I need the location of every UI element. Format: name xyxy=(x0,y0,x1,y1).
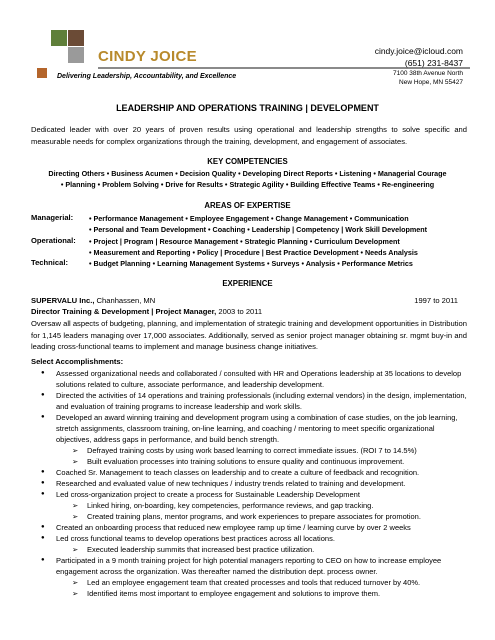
accomplishments-heading: Select Accomplishments: xyxy=(31,357,124,366)
accomplishment-text: Executed leadership summits that increased best practice utilization. xyxy=(87,545,315,554)
accomplishment-text: Developed an award winning training and development program using a combination of case studies, on the job learning, stretch assignments, classroom training, on-line learning, and coaching / mentoring to meet specific organizational objectives, address gaps in performance, and build bench strength. xyxy=(56,413,458,444)
accomplishment-item xyxy=(31,555,471,577)
accomplishment-subitem xyxy=(31,456,471,467)
bullet-icon: ● xyxy=(41,370,45,376)
accomplishment-text: Led cross functional teams to develop operations best practices across all locations. xyxy=(56,534,335,543)
bullet-icon: ● xyxy=(41,535,45,541)
logo-block-green xyxy=(51,30,67,46)
bullet-icon: ● xyxy=(41,524,45,530)
email-text[interactable]: cindy.joice@icloud.com xyxy=(374,46,463,56)
bullet-icon: ● xyxy=(41,491,45,497)
contact-block xyxy=(375,45,463,87)
role-dates: 2003 to 2011 xyxy=(216,307,263,316)
accomplishment-text: Led cross-organization project to create a process for Sustainable Leadership Development xyxy=(56,490,360,499)
role-title: Director Training & Development | Project Manager, xyxy=(31,307,217,316)
logo-block-brown xyxy=(68,30,84,46)
company-name: SUPERVALU Inc., xyxy=(31,296,95,305)
resume-title: LEADERSHIP AND OPERATIONS TRAINING | DEVELOPMENT xyxy=(116,103,379,113)
accomplishment-item xyxy=(31,467,471,478)
experience-heading: EXPERIENCE xyxy=(222,279,273,288)
accomplishment-text: Built evaluation processes into training solutions to ensure quality and continuous improvement. xyxy=(87,457,405,466)
operational-line-1: • Project | Program | Resource Management • Strategic Planning • Curriculum Development xyxy=(89,237,400,246)
arrow-bullet-icon: ➢ xyxy=(72,446,79,455)
competencies-line-2: • Planning • Problem Solving • Drive for Results • Strategic Agility • Building Effective Teams • Re-engineering xyxy=(60,180,435,189)
arrow-bullet-icon: ➢ xyxy=(72,578,79,587)
operational-label: Operational: xyxy=(31,236,76,245)
accomplishment-text: Linked hiring, on-boarding, key competencies, performance reviews, and gap tracking. xyxy=(87,501,374,510)
accomplishment-subitem xyxy=(31,500,471,511)
company-line xyxy=(31,296,155,305)
expertise-heading: AREAS OF EXPERTISE xyxy=(204,201,291,210)
logo-block-gray xyxy=(68,47,84,63)
bullet-icon: ● xyxy=(41,392,45,398)
accomplishment-text: Led an employee engagement team that created processes and tools that reduced turnover by 40%. xyxy=(87,578,421,587)
arrow-bullet-icon: ➢ xyxy=(72,512,79,521)
accomplishment-text: Identified items most important to employee engagement and solutions to improve them. xyxy=(87,589,381,598)
technical-line-1: • Budget Planning • Learning Management Systems • Surveys • Analysis • Performance Metrics xyxy=(89,259,413,268)
arrow-bullet-icon: ➢ xyxy=(72,545,79,554)
arrow-bullet-icon: ➢ xyxy=(72,457,79,466)
accomplishments-list xyxy=(31,368,471,599)
bullet-icon: ● xyxy=(41,414,45,420)
accomplishment-item xyxy=(31,489,471,500)
arrow-bullet-icon: ➢ xyxy=(72,501,79,510)
accomplishment-item xyxy=(31,412,471,445)
accomplishment-item xyxy=(31,478,471,489)
accomplishment-text: Created training plans, mentor programs, and work experiences to prepare associates for promotion. xyxy=(87,512,421,521)
accomplishment-text: Defrayed training costs by using work based learning to correct immediate issues. (ROI 7 to 14.5%) xyxy=(87,446,417,455)
company-location: Chanhassen, MN xyxy=(94,296,156,305)
arrow-bullet-icon: ➢ xyxy=(72,589,79,598)
accomplishment-subitem xyxy=(31,588,471,599)
accomplishment-subitem xyxy=(31,511,471,522)
technical-label: Technical: xyxy=(31,258,68,267)
managerial-line-2: • Personal and Team Development • Coaching • Leadership | Competency | Work Skill Development xyxy=(89,225,428,234)
accomplishment-text: Assessed organizational needs and collaborated / consulted with HR and Operations leadership at 35 locations to develop solutions related to culture, associate performance, and leadership development. xyxy=(56,369,462,389)
accomplishment-item xyxy=(31,390,471,412)
accomplishment-item xyxy=(31,368,471,390)
company-dates: 1997 to 2011 xyxy=(414,296,458,305)
bullet-icon: ● xyxy=(41,557,45,563)
accomplishment-subitem xyxy=(31,577,471,588)
accomplishment-text: Participated in a 9 month training project for high potential managers reporting to CEO on how to increase employee engagement across the organization. Was thereafter named the distribution dept. process owner. xyxy=(56,556,442,576)
accomplishment-item xyxy=(31,522,471,533)
accomplishment-text: Created an onboarding process that reduced new employee ramp up time / learning curve by over 2 weeks xyxy=(56,523,411,532)
bullet-icon: ● xyxy=(41,480,45,486)
role-line xyxy=(31,307,262,316)
accomplishment-text: Directed the activities of 14 operations and training professionals (including external vendors) in the design, implementation, and evaluation of training programs to increase leadership and work skills. xyxy=(56,391,467,411)
competencies-line-1: Directing Others • Business Acumen • Decision Quality • Developing Direct Reports • Listening • Managerial Courage xyxy=(48,169,447,178)
summary-paragraph: Dedicated leader with over 20 years of proven results using operational and leadership strengths to solve specific and measurable needs for complex organizations through the training, development, and engagement of associates. xyxy=(31,125,467,146)
address-line-2: New Hope, MN 55427 xyxy=(399,79,463,86)
managerial-label: Managerial: xyxy=(31,213,74,222)
tagline: Delivering Leadership, Accountability, and Excellence xyxy=(57,73,237,80)
accomplishment-text: Coached Sr. Management to teach classes on leadership and to create a culture of feedback and recognition. xyxy=(56,468,420,477)
role-description: Oversaw all aspects of budgeting, planning, and implementation of strategic training and development opportunities in Distribution for 1,145 leaders managing over 17,000 associates. Additionally, served as senior project manager obtaining sr. mgmt buy-in and leading cross-functional teams to implement and manage business change initiatives. xyxy=(31,319,467,351)
logo-block-orange xyxy=(37,68,47,78)
operational-line-2: • Measurement and Reporting • Policy | Procedure | Best Practice Development • Needs Analysis xyxy=(89,248,418,257)
managerial-line-1: • Performance Management • Employee Engagement • Change Management • Communication xyxy=(89,214,409,223)
address-line-1: 7100 38th Avenue North xyxy=(393,70,463,77)
phone-text: (651) 231-8437 xyxy=(404,58,463,68)
bullet-icon: ● xyxy=(41,469,45,475)
logo xyxy=(37,30,97,76)
candidate-name: CINDY JOICE xyxy=(98,48,197,65)
key-competencies-heading: KEY COMPETENCIES xyxy=(207,157,288,166)
accomplishment-text: Researched and evaluated value of new techniques / industry trends related to training and development. xyxy=(56,479,406,488)
accomplishment-item xyxy=(31,533,471,544)
accomplishment-subitem xyxy=(31,544,471,555)
accomplishment-subitem xyxy=(31,445,471,456)
